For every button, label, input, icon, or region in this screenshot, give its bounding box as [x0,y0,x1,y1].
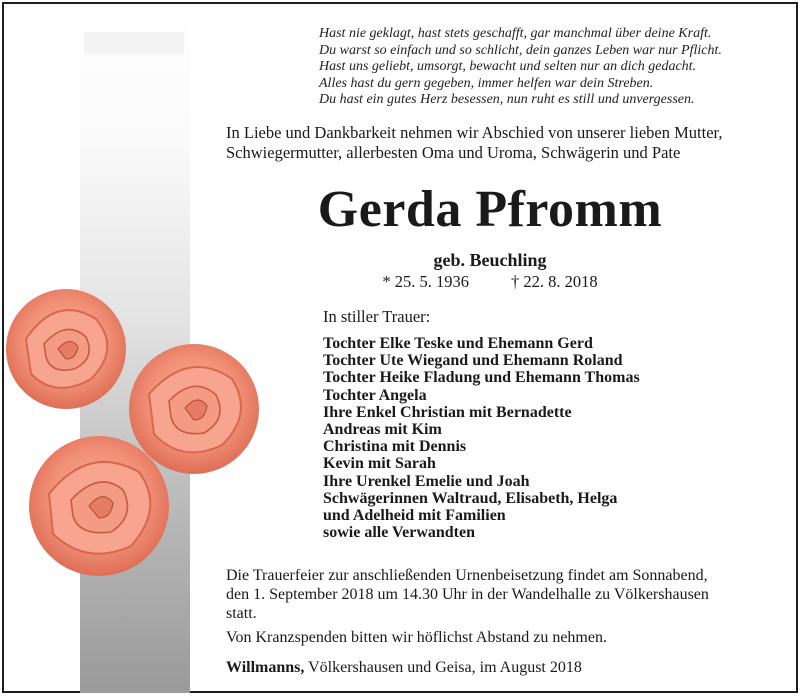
mourner-line: Tochter Elke Teske und Ehemann Gerd [323,335,593,352]
life-dates [4,272,796,292]
mourner-line: Ihre Urenkel Emelie und Joah [323,472,530,490]
funeral-line: den 1. September 2018 um 14.30 Uhr in der Wandelhalle zu Völkershausen [226,586,709,603]
obituary-notice [2,2,798,693]
intro-line: In Liebe und Dankbarkeit nehmen wir Abschied von unserer lieben Mutter, [226,123,723,142]
poem [319,26,722,109]
mourners-list [323,335,640,541]
intro-text [226,123,722,163]
deceased-name: Gerda Pfromm [317,181,663,238]
mourner-line: Kevin mit Sarah [323,455,436,473]
roses-image [4,284,274,584]
funeral-line: Die Trauerfeier zur anschließenden Urnenbeisetzung findet am Sonnabend, [226,567,708,584]
signature-family: Willmanns, [226,659,305,676]
poem-line: Du warst so einfach und so schlicht, dein ganzes Leben war nur Pflicht. [319,42,722,58]
funeral-line: statt. [226,605,257,622]
maiden-name: geb. Beuchling [433,250,547,270]
rose-flower [129,344,259,474]
funeral-info [226,566,792,623]
wreath-note: Von Kranzspenden bitten wir höflichst Abstand zu nehmen. [226,629,607,646]
mourner-line: und Adelheid mit Familien [323,507,506,525]
signature [226,659,582,677]
poem-line: Alles hast du gern gegeben, immer helfen war dein Streben. [319,75,654,91]
mourner-line: Schwägerinnen Waltraud, Elisabeth, Helga [323,489,618,507]
mourner-line: Tochter Heike Fladung und Ehemann Thomas [323,369,640,387]
poem-line: Hast uns geliebt, umsorgt, bewacht und selten nur an dich gedacht. [319,59,697,74]
signature-place-date: Völkershausen und Geisa, im August 2018 [304,659,582,676]
rose-flower [6,289,126,409]
mourner-line: Tochter Angela [323,386,427,404]
mourner-line: Ihre Enkel Christian mit Bernadette [323,403,572,421]
rose-flower [29,436,169,576]
birth-date: * 25. 5. 1936 [382,272,469,291]
poem-line: Du hast ein gutes Herz besessen, nun ruht es still und unvergessen. [319,92,695,107]
mourner-line: Andreas mit Kim [323,421,442,439]
mourner-line: Christina mit Dennis [323,438,467,456]
mourning-label: In stiller Trauer: [323,307,431,326]
mourner-line: Tochter Ute Wiegand und Ehemann Roland [323,352,623,370]
intro-line: Schwiegermutter, allerbesten Oma und Uroma, Schwägerin und Pate [226,143,681,162]
death-date: † 22. 8. 2018 [511,272,598,291]
decorative-band-mark [84,32,184,54]
mourner-line: sowie alle Verwandten [323,524,475,542]
poem-line: Hast nie geklagt, hast stets geschafft, gar manchmal über deine Kraft. [319,26,712,41]
